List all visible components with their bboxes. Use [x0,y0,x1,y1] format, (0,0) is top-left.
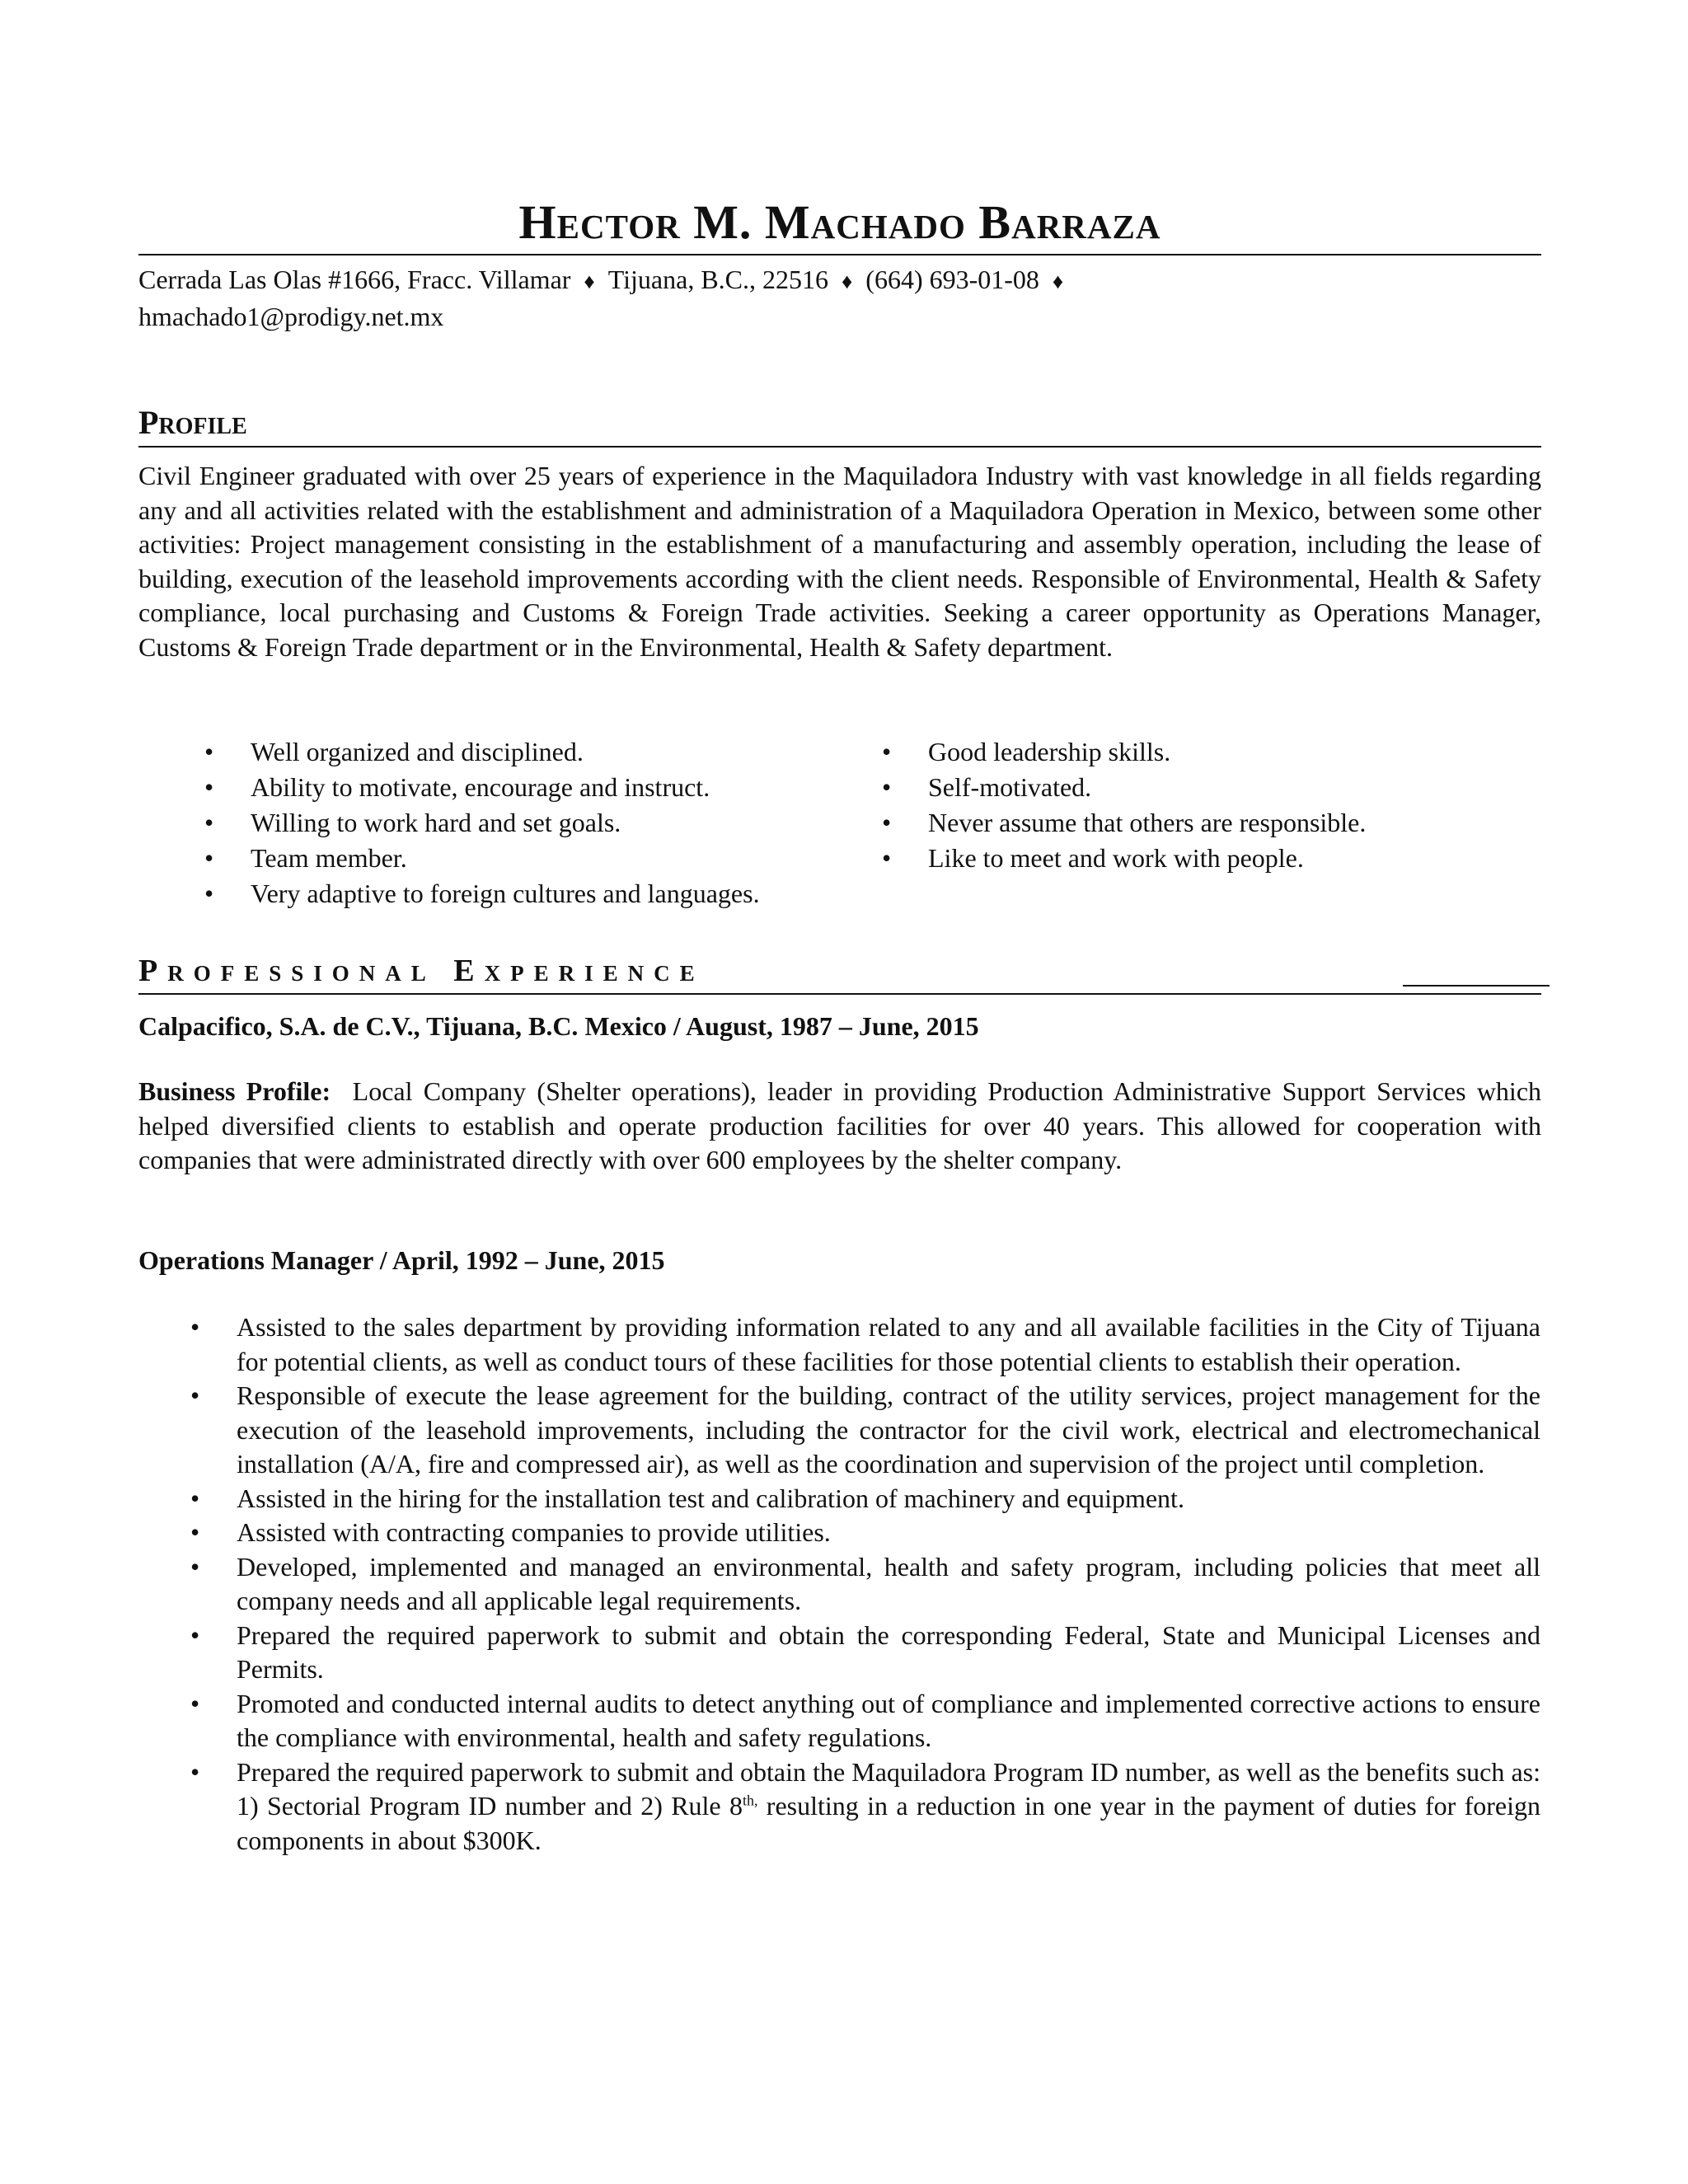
bullet-icon: • [204,772,214,802]
business-profile-label: Business Profile: [138,1076,331,1106]
diamond-separator-icon: ♦ [584,269,595,293]
list-item: • Like to meet and work with people. [882,841,1541,876]
list-item: • Never assume that others are responsible. [882,805,1541,841]
email: hmachado1@prodigy.net.mx [138,302,444,331]
experience-rule [138,993,1541,995]
bullet-icon: • [190,1756,200,1787]
diamond-separator-icon: ♦ [1052,269,1064,293]
company-heading: Calpacifico, S.A. de C.V., Tijuana, B.C. Mexico / August, 1987 – June, 2015 [138,1011,979,1041]
bullet-icon: • [190,1688,200,1718]
list-item: • Well organized and disciplined. [204,734,880,770]
bullet-icon: • [190,1619,200,1650]
profile-heading: Profile [138,404,247,441]
skills-list-right [882,734,1541,876]
profile-summary: Civil Engineer graduated with over 25 years of experience in the Maquiladora Industry with vast knowledge in all fields regarding any and all activities related with the establishment and administration of a Maquiladora Operation in Mexico, between some other activities: Project management consisting in the establishment of a manufacturing and assembly operation, including the lease of building, execution of the leasehold improvements according with the client needs. Responsible of Environmental, Health & Safety compliance, local purchasing and Customs & Foreign Trade activities. Seeking a career opportunity as Operations Manager, Customs & Foreign Trade department or in the Environmental, Health & Safety department. [138,461,1541,662]
duties-list [190,1310,1540,1858]
address: Cerrada Las Olas #1666, Fracc. Villamar [138,265,571,294]
list-item: • Prepared the required paperwork to submit and obtain the corresponding Federal, State and Municipal Licenses and Permits. [190,1619,1540,1684]
bullet-icon: • [204,843,214,873]
list-item: • Self-motivated. [882,770,1541,805]
list-item: • Promoted and conducted internal audits to detect anything out of compliance and implemented corrective actions to ensure the compliance with environmental, health and safety regulations. [190,1688,1540,1752]
list-item: • Good leadership skills. [882,734,1541,770]
list-item: • Ability to motivate, encourage and instruct. [204,770,880,805]
list-item: • Responsible of execute the lease agreement for the building, contract of the utility services, project management for the execution of the leasehold improvements, including the contractor for the civil work, electrical and electromechanical installation (A/A, fire and compressed air), as well as the coordination and supervision of the project until completion. [190,1380,1540,1479]
candidate-name: Hector M. Machado Barraza [518,195,1161,249]
bullet-icon: • [190,1312,200,1342]
bullet-icon: • [190,1483,200,1513]
bullet-icon: • [190,1380,200,1410]
phone: (664) 693-01-08 [865,265,1039,294]
list-item: • Very adaptive to foreign cultures and languages. [204,876,880,912]
list-item: • Assisted to the sales department by providing information related to any and all available facilities in the City of Tijuana for potential clients, as well as conduct tours of these facilities for those potential clients to establish their operation. [190,1312,1540,1376]
skills-list-left [204,734,880,912]
bullet-icon: • [204,808,214,837]
profile-rule [138,446,1541,448]
bullet-icon: • [882,772,892,802]
experience-heading: Professional Experience [138,954,705,988]
list-item: • Willing to work hard and set goals. [204,805,880,841]
list-item: • Developed, implemented and managed an environmental, health and safety program, including policies that meet all company needs and all applicable legal requirements. [190,1551,1540,1615]
contact-info [138,262,1541,334]
bullet-icon: • [882,808,892,837]
city: Tijuana, B.C., 22516 [607,265,828,294]
list-item: • Team member. [204,841,880,876]
bullet-icon: • [882,843,892,873]
list-item: • Assisted in the hiring for the installation test and calibration of machinery and equipment. [190,1482,1540,1516]
business-profile [138,1075,1541,1178]
diamond-separator-icon: ♦ [842,269,853,293]
list-item: • Assisted with contracting companies to provide utilities. [190,1516,1540,1550]
bullet-icon: • [204,737,214,766]
header-rule [138,254,1541,255]
experience-short-rule [1403,985,1550,987]
position-heading: Operations Manager / April, 1992 – June, 2015 [138,1245,665,1275]
bullet-icon: • [204,879,214,908]
business-profile-text: Local Company (Shelter operations), leader in providing Production Administrative Support Services which helped diversified clients to establish and operate production facilities for over 40 years. This allowed for cooperation with companies that were administrated directly with over 600 employees by the shelter company. [138,1076,1542,1174]
bullet-icon: • [882,737,892,766]
bullet-icon: • [190,1551,200,1582]
list-item: • Prepared the required paperwork to submit and obtain the Maquiladora Program ID number, as well as the benefits such as: 1) Sectorial Program ID number and 2) Rule $8^{th,}$ resulting in a reduction in one year in the payment of duties for foreign components in about $300K. [190,1756,1541,1855]
bullet-icon: • [190,1517,200,1547]
